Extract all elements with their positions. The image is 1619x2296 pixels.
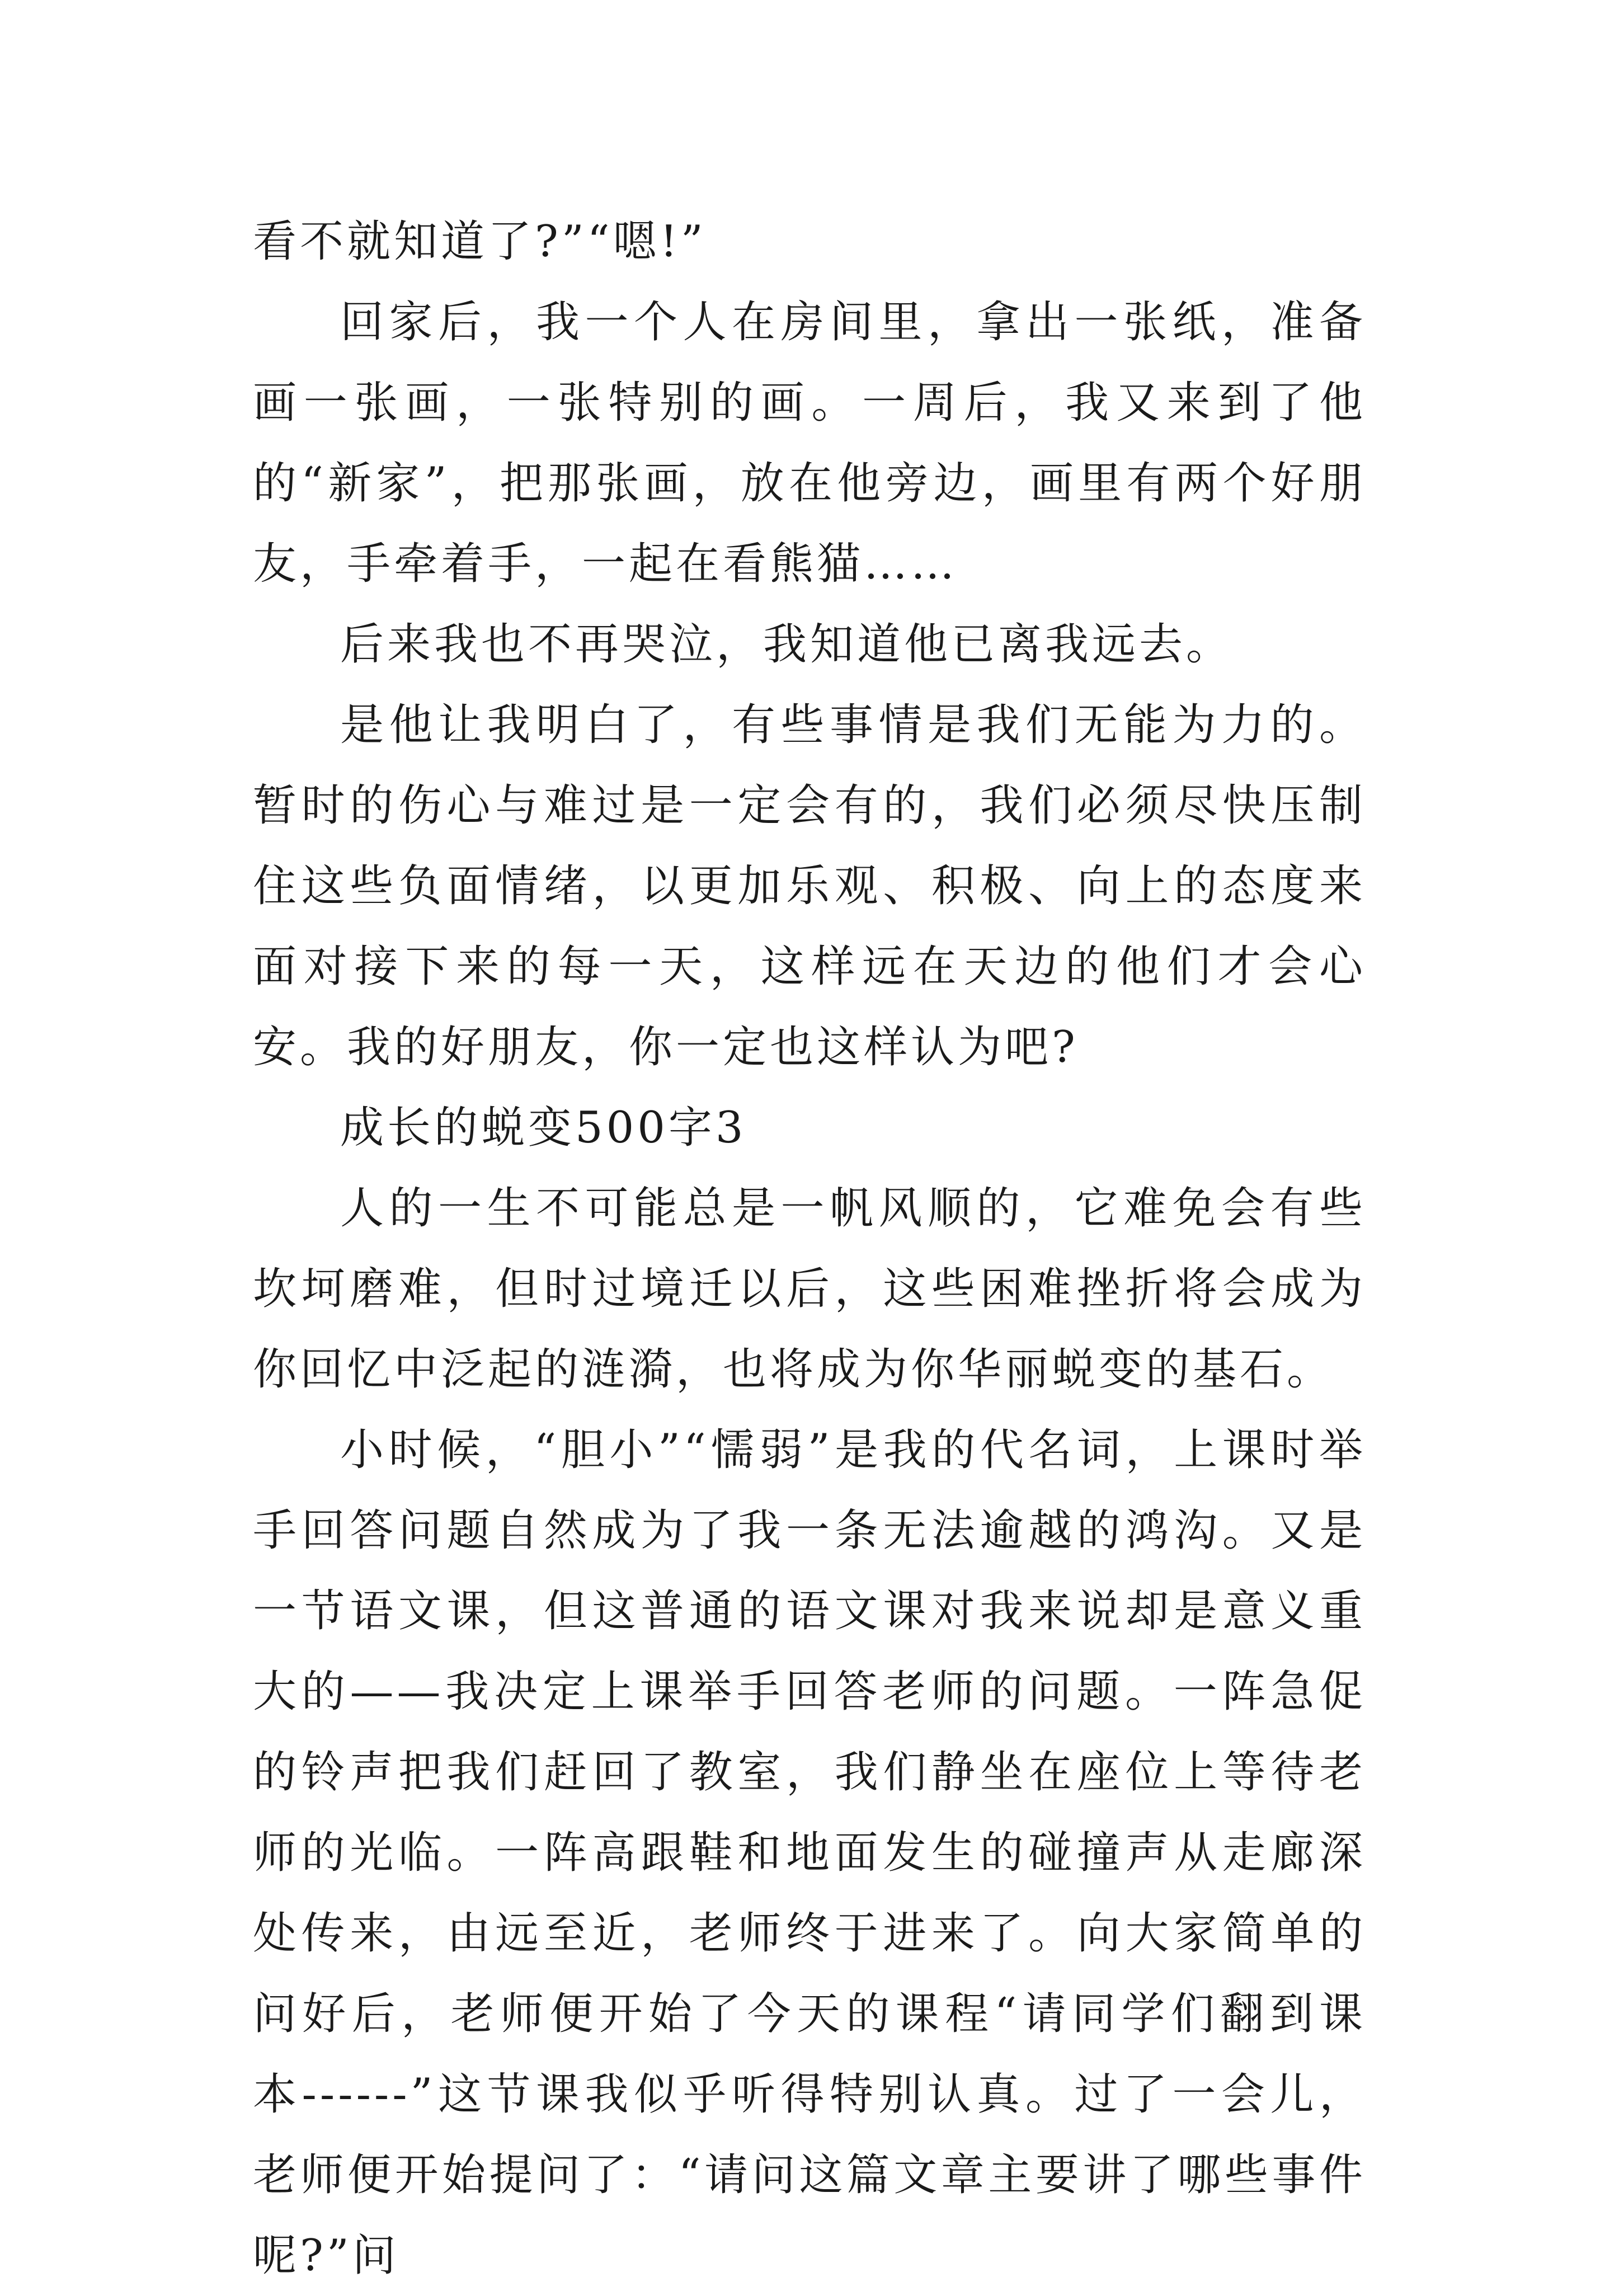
paragraph: 小时候，“胆小”“懦弱”是我的代名词，上课时举手回答问题自然成为了我一条无法逾越的鸿沟。又是一节语文课，但这普通的语文课对我来说却是意义重大的——我决定上课举手回答老师的问题。一阵急促的铃声把我们赶回了教室，我们静坐在座位上等待老师的光临。一阵高跟鞋和地面发生的碰撞声从走廊深处传来，由远至近，老师终于进来了。向大家简单的问好后，老师便开始了今天的课程“请同学们翻到课本------”这节课我似乎听得特别认真。过了一会儿，老师便开始提问了：“请问这篇文章主要讲了哪些事件呢?”问 <box>253 1425 1366 2281</box>
paragraph: 是他让我明白了，有些事情是我们无能为力的。暂时的伤心与难过是一定会有的，我们必须尽快压制住这些负面情绪，以更加乐观、积极、向上的态度来面对接下来的每一天，这样远在天边的他们才会心安。我的好朋友，你一定也这样认为吧? <box>253 700 1366 1072</box>
section-heading: 成长的蜕变500字3 <box>340 1103 747 1153</box>
paragraph: 回家后，我一个人在房间里，拿出一张纸，准备画一张画，一张特别的画。一周后，我又来到了他的“新家”，把那张画，放在他旁边，画里有两个好朋友，手牵着手，一起在看熊猫…… <box>253 297 1366 589</box>
document-body <box>253 201 1366 2296</box>
paragraph-continuation: 看不就知道了?”“嗯!” <box>253 217 707 267</box>
paragraph: 后来我也不再哭泣，我知道他已离我远去。 <box>340 619 1234 670</box>
paragraph: 人的一生不可能总是一帆风顺的，它难免会有些坎坷磨难，但时过境迁以后，这些困难挫折将会成为你回忆中泛起的涟漪，也将成为你华丽蜕变的基石。 <box>253 1183 1366 1395</box>
